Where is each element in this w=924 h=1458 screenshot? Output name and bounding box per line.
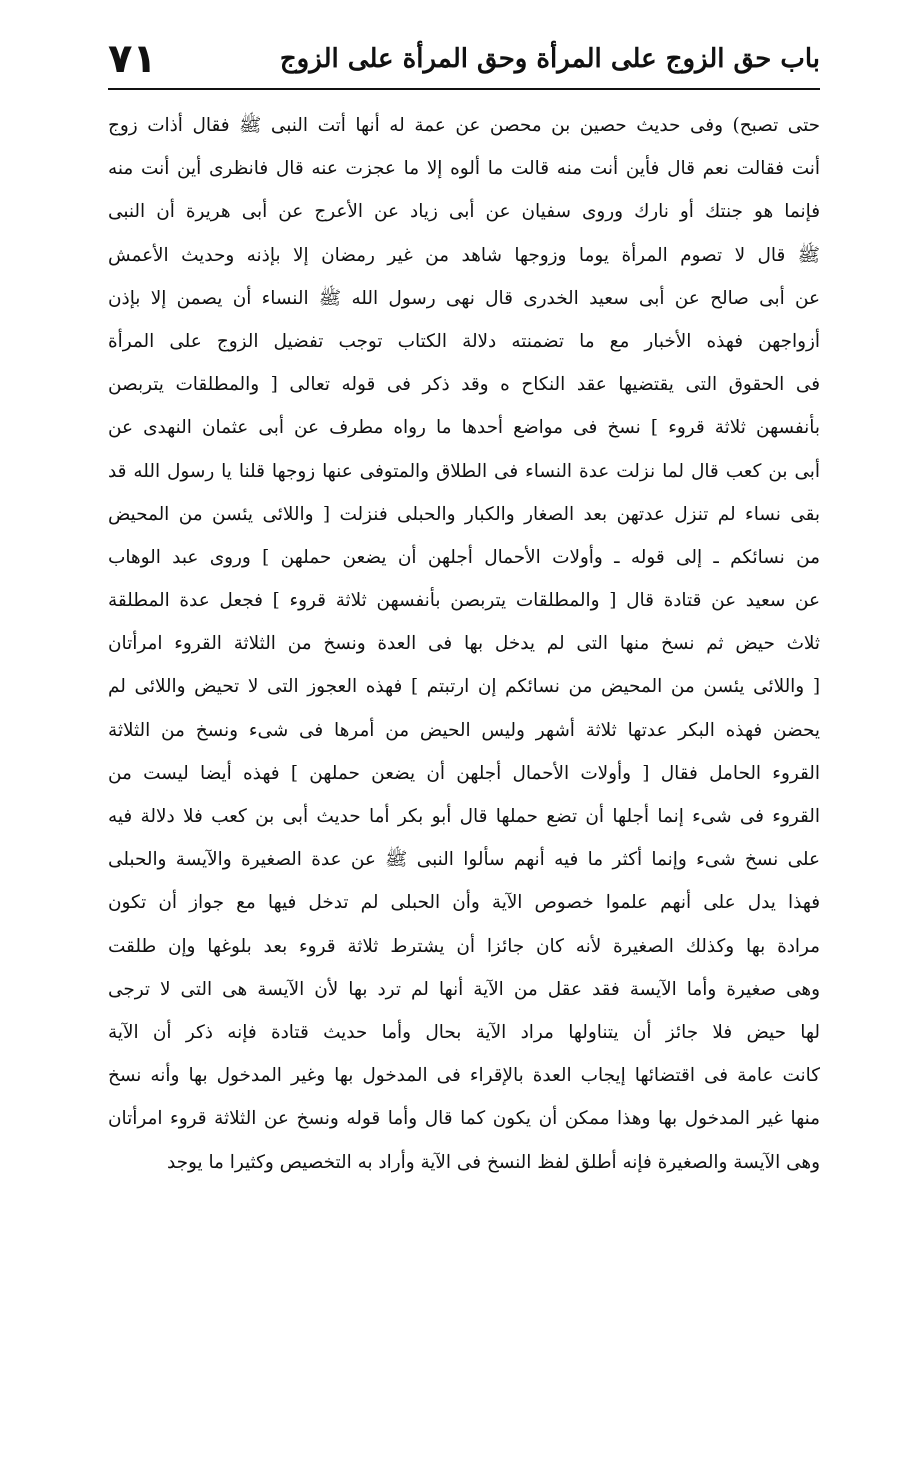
text-line: يحضن فهذه البكر عدتها ثلاثة أشهر وليس الحيض من أمرها فى شىء ونسخ من الثلاثة xyxy=(108,719,820,741)
text-line: [ واللائى يئسن من المحيض من نسائكم إن ارتبتم ] فهذه العجوز التى لا تحيض واللائى لم xyxy=(108,676,820,698)
text-line: مرادة بها وكذلك الصغيرة لأنه كان جائزا أن يشترط ثلاثة قروء بعد بلوغها وإن طلقت xyxy=(108,935,820,957)
text-line: فهذا يدل على أنهم علموا خصوص الآية وأن الحبلى لم تدخل فيها مع جواز أن تكون xyxy=(108,892,820,914)
text-line: كانت عامة فى اقتضائها إيجاب العدة بالإقراء فى المدخول بها وغير المدخول بها وأنه نسخ xyxy=(108,1065,820,1087)
header-divider xyxy=(108,88,820,90)
running-title: باب حق الزوج على المرأة وحق المرأة على الزوج xyxy=(279,44,820,74)
text-line: لها حيض فلا جائز أن يتناولها مراد الآية بحال وأما حديث قتادة فإنه ذكر أن الآية xyxy=(108,1021,820,1043)
text-line: فإنما هو جنتك أو نارك وروى سفيان عن أبى زياد عن الأعرج عن أبى هريرة أن النبى xyxy=(108,201,820,223)
page-number: ٧١ xyxy=(108,36,157,82)
page-header xyxy=(108,28,820,90)
text-line: من نسائكم ـ إلى قوله ـ وأولات الأحمال أجلهن أن يضعن حملهن ] وروى عبد الوهاب xyxy=(108,546,820,568)
text-line: أنت فقالت نعم قال فأين أنت منه قالت ما ألوه إلا ما عجزت عنه قال فانظرى أين أنت منه xyxy=(108,158,820,180)
text-line: منها غير المدخول بها وهذا ممكن أن يكون كما قال وأما قوله ونسخ عن الثلاثة قروء امرأتان xyxy=(108,1108,820,1130)
text-line: القروء الحامل فقال [ وأولات الأحمال أجلهن أن يضعن حملهن ] فهذه أيضا ليست من xyxy=(108,762,820,784)
text-line: حتى تصبح) وفى حديث حصين بن محصن عن عمة له أنها أتت النبى ﷺ فقال أذات زوج xyxy=(108,115,820,136)
text-line: أبى بن كعب قال لما نزلت عدة النساء فى الطلاق والمتوفى عنها زوجها قلنا يا رسول الله قد xyxy=(108,460,820,482)
body-text xyxy=(108,104,820,1184)
text-line: وهى صغيرة وأما الآيسة فقد عقل من الآية أنها لم ترد بها لأن الآيسة هى التى لا ترجى xyxy=(108,978,820,1000)
text-line: على نسخ شىء وإنما أكثر ما فيه أنهم سألوا النبى ﷺ عن عدة الصغيرة والآيسة والحبلى xyxy=(108,849,820,871)
text-line: أزواجهن فهذه الأخبار مع ما تضمنته دلالة الكتاب توجب تفضيل الزوج على المرأة xyxy=(108,330,820,352)
text-line: بأنفسهن ثلاثة قروء ] نسخ فى مواضع أحدها ما رواه مطرف عن أبى عثمان النهدى عن xyxy=(108,417,820,439)
text-line: ثلاث حيض ثم نسخ منها التى لم يدخل بها فى العدة ونسخ من الثلاثة القروء امرأتان xyxy=(108,633,820,655)
text-line: عن سعيد عن قتادة قال [ والمطلقات يتربصن بأنفسهن ثلاثة قروء ] فجعل عدة المطلقة xyxy=(108,590,820,612)
text-line: وهى الآيسة والصغيرة فإنه أطلق لفظ النسخ فى الآية وأراد به التخصيص وكثيرا ما يوجد xyxy=(166,1151,820,1173)
text-line: القروء فى شىء إنما أجلها أن تضع حملها قال أبو بكر أما حديث أبى بن كعب فلا دلالة فيه xyxy=(108,806,820,827)
text-line: ﷺ قال لا تصوم المرأة يوما وزوجها شاهد من غير رمضان إلا بإذنه وحديث الأعمش xyxy=(108,244,820,266)
text-line: فى الحقوق التى يقتضيها عقد النكاح ه وقد ذكر فى قوله تعالى [ والمطلقات يتربصن xyxy=(108,374,820,396)
text-line: بقى نساء لم تنزل عدتهن بعد الصغار والكبار والحبلى فنزلت [ واللائى يئسن من المحيض xyxy=(108,503,820,525)
text-line: عن أبى صالح عن أبى سعيد الخدرى قال نهى رسول الله ﷺ النساء أن يصمن إلا بإذن xyxy=(108,287,820,309)
